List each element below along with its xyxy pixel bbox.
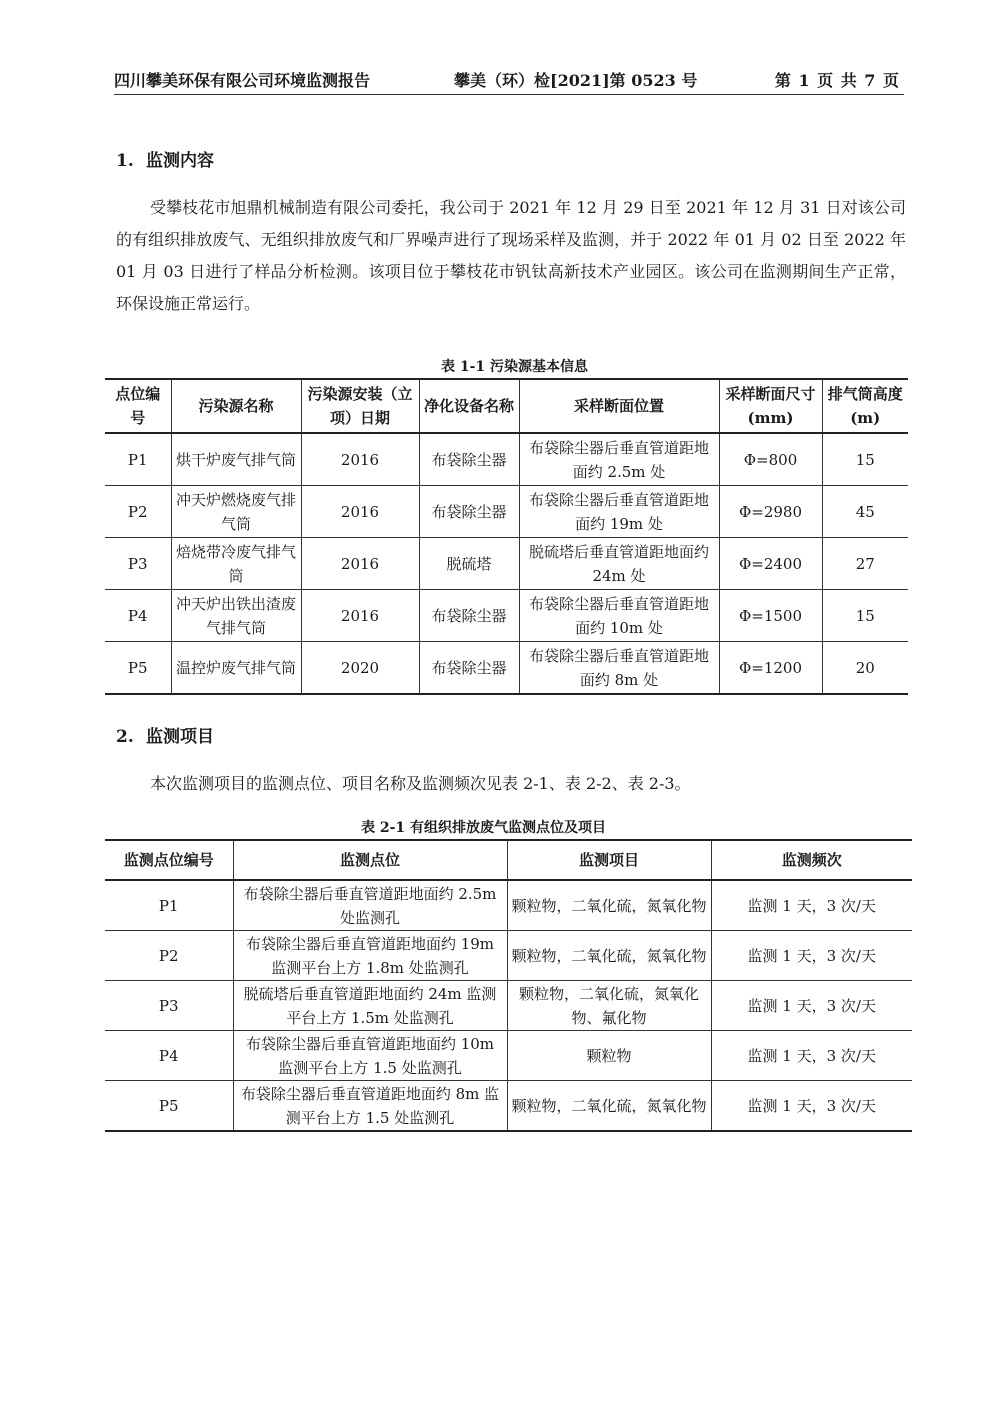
table-cell: 冲天炉燃烧废气排气筒 [171,486,301,538]
table-cell: 监测 1 天，3 次/天 [711,880,912,931]
table-cell: 15 [822,590,908,642]
table-cell: 布袋除尘器后垂直管道距地面约 10m 处 [519,590,719,642]
table-row [105,538,908,590]
table-cell: 脱硫塔后垂直管道距地面约 24m 监测平台上方 1.5m 处监测孔 [233,981,507,1031]
table-cell: P4 [105,1031,233,1081]
table-cell: 2016 [301,538,419,590]
table-cell: 布袋除尘器 [419,433,519,486]
table-cell: 监测 1 天，3 次/天 [711,931,912,981]
table-2-header-cell: 监测频次 [711,840,912,880]
table-2-caption: 表 2-1 有组织排放废气监测点位及项目 [361,820,607,836]
table-cell: 监测 1 天，3 次/天 [711,1031,912,1081]
table-cell: 布袋除尘器后垂直管道距地面约 8m 监测平台上方 1.5 处监测孔 [233,1081,507,1132]
section-2-paragraph: 本次监测项目的监测点位、项目名称及监测频次见表 2-1、表 2-2、表 2-3。 [150,774,691,793]
table-1-header-cell: 净化设备名称 [419,379,519,433]
table-cell: 监测 1 天，3 次/天 [711,1081,912,1132]
table-cell: 布袋除尘器后垂直管道距地面约 8m 处 [519,642,719,695]
table-cell: P5 [105,1081,233,1132]
table-cell: 颗粒物，二氧化硫，氮氧化物 [507,880,711,931]
table-cell: Φ=2400 [719,538,822,590]
table-cell: P3 [105,538,171,590]
table-cell: 布袋除尘器后垂直管道距地面约 2.5m 处监测孔 [233,880,507,931]
section-1-title: 监测内容 [146,151,214,171]
table-cell: 布袋除尘器后垂直管道距地面约 19m 监测平台上方 1.8m 处监测孔 [233,931,507,981]
table-row [105,981,912,1031]
table-cell: 布袋除尘器后垂直管道距地面约 19m 处 [519,486,719,538]
header-page-number: 第 1 页 共 7 页 [774,71,900,90]
table-cell: P3 [105,981,233,1031]
table-1-header-cell: 点位编号 [105,379,171,433]
header-company: 四川攀美环保有限公司环境监测报告 [114,71,371,90]
table-cell: 2016 [301,590,419,642]
section-1-number: 1. [116,151,134,171]
table-cell: 布袋除尘器后垂直管道距地面约 2.5m 处 [519,433,719,486]
table-cell: P2 [105,486,171,538]
table-row [105,931,912,981]
table-1-header-cell: 污染源安装（立项）日期 [301,379,419,433]
section-1-heading [116,146,214,171]
table-cell: 布袋除尘器 [419,486,519,538]
table-row [105,590,908,642]
table-row [105,642,908,695]
table-cell: 脱硫塔后垂直管道距地面约 24m 处 [519,538,719,590]
table-cell: P1 [105,880,233,931]
table-cell: P5 [105,642,171,695]
table-cell: 布袋除尘器后垂直管道距地面约 10m 监测平台上方 1.5 处监测孔 [233,1031,507,1081]
table-cell: 冲天炉出铁出渣废气排气筒 [171,590,301,642]
table-cell: 布袋除尘器 [419,590,519,642]
table-cell: 15 [822,433,908,486]
table-cell: 颗粒物，二氧化硫，氮氧化物 [507,1081,711,1132]
table-2-header-cell: 监测项目 [507,840,711,880]
table-cell: Φ=2980 [719,486,822,538]
table-cell: 颗粒物 [507,1031,711,1081]
table-1-header-cell: 污染源名称 [171,379,301,433]
table-cell: P2 [105,931,233,981]
table-cell: 颗粒物，二氧化硫，氮氧化物、氟化物 [507,981,711,1031]
table-cell: Φ=1500 [719,590,822,642]
table-2-header-cell: 监测点位 [233,840,507,880]
table-cell: Φ=1200 [719,642,822,695]
table-cell: P1 [105,433,171,486]
table-cell: 烘干炉废气排气筒 [171,433,301,486]
table-cell: 颗粒物，二氧化硫，氮氧化物 [507,931,711,981]
table-1-header-row [105,379,908,433]
table-cell: P4 [105,590,171,642]
table-cell: 脱硫塔 [419,538,519,590]
table-cell: 45 [822,486,908,538]
table-cell: 27 [822,538,908,590]
table-cell: 监测 1 天，3 次/天 [711,981,912,1031]
section-2-number: 2. [116,727,134,747]
table-1-caption: 表 1-1 污染源基本信息 [441,359,589,375]
table-row [105,433,908,486]
table-cell: 20 [822,642,908,695]
monitoring-points-table [105,839,912,1132]
table-cell: 温控炉废气排气筒 [171,642,301,695]
header-report-number: 攀美（环）检[2021]第 0523 号 [454,71,698,90]
table-row [105,1031,912,1081]
section-2-title: 监测项目 [146,727,214,747]
table-1-header-cell: 采样断面位置 [519,379,719,433]
table-cell: 布袋除尘器 [419,642,519,695]
pollution-source-table [105,378,908,695]
table-row [105,486,908,538]
table-2-header-cell: 监测点位编号 [105,840,233,880]
table-cell: 2016 [301,433,419,486]
page-header [114,66,904,95]
table-cell: 焙烧带冷废气排气筒 [171,538,301,590]
table-1-header-cell: 排气筒高度(m) [822,379,908,433]
section-2-heading [116,722,214,747]
table-1-header-cell: 采样断面尺寸(mm) [719,379,822,433]
table-row [105,880,912,931]
table-cell: 2020 [301,642,419,695]
table-cell: 2016 [301,486,419,538]
table-2-header-row [105,840,912,880]
section-1-paragraph: 受攀枝花市旭鼎机械制造有限公司委托，我公司于 2021 年 12 月 29 日至 2021 年 12 月 31 日对该公司的有组织排放废气、无组织排放废气和厂界噪声进行了现场采样及监测，并于 2022 年 01 月 02 日至 2022 年 01 月 03 日进行了样品分析检测。该项目位于攀枝花市钒钛高新技术产业园区。该公司在监测期间生产正常，环保设施正常运行。 [116,198,906,313]
table-cell: Φ=800 [719,433,822,486]
table-row [105,1081,912,1132]
